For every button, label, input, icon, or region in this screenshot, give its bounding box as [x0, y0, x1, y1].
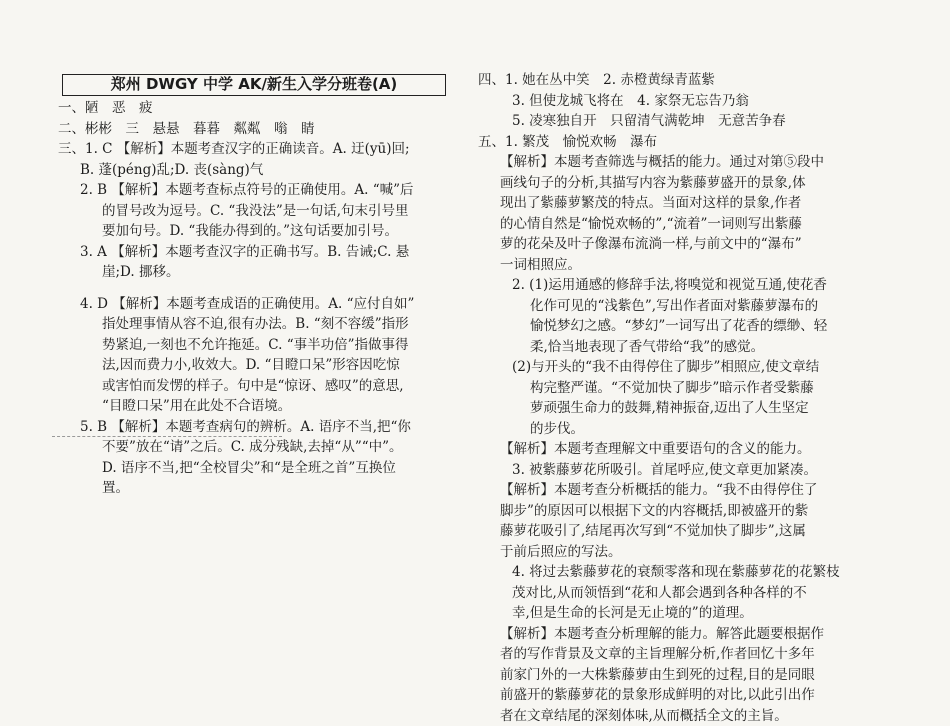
- answer-line: 茂对比,从而领悟到“花和人都会遇到各种各样的不: [478, 583, 898, 604]
- answer-line: 的冒号改为逗号。C. “我没法”是一句话,句末引号里: [58, 201, 454, 222]
- answer-line: 势紧迫,一刻也不允许拖延。C. “事半功倍”指做事得: [58, 335, 454, 356]
- answer-line: 4. D 【解析】本题考查成语的正确使用。A. “应付自如”: [58, 294, 454, 315]
- answer-line: 【解析】本题考查分析概括的能力。“我不由得停住了: [478, 480, 898, 501]
- answer-line: 脚步”的原因可以根据下文的内容概括,即被盛开的紫: [478, 501, 898, 522]
- answer-line: 指处理事情从容不迫,很有办法。B. “刻不容缓”指形: [58, 314, 454, 335]
- answer-line: 【解析】本题考查理解文中重要语句的含义的能力。: [478, 439, 898, 460]
- answer-line: 【解析】本题考查筛选与概括的能力。通过对第⑤段中: [478, 152, 898, 173]
- answer-line: 3. 但使龙城飞将在 4. 家祭无忘告乃翁: [478, 91, 898, 112]
- answer-line: 构完整严谨。“不觉加快了脚步”暗示作者受紫藤: [478, 378, 898, 399]
- answer-line: 2. B 【解析】本题考查标点符号的正确使用。A. “喊”后: [58, 180, 454, 201]
- answer-line: 三、1. C 【解析】本题考查汉字的正确读音。A. 迂(yū)回;: [58, 139, 454, 160]
- answer-line: 5. 凌寒独自开 只留清气满乾坤 无意苦争春: [478, 111, 898, 132]
- fold-dashed-line: [52, 436, 282, 437]
- answer-line: D. 语序不当,把“全校冒尖”和“是全班之首”互换位: [58, 458, 454, 479]
- answer-line: 【解析】本题考查分析理解的能力。解答此题要根据作: [478, 624, 898, 645]
- answer-line: 法,因而费力小,收效大。D. “目瞪口呆”形容因吃惊: [58, 355, 454, 376]
- answer-line: 一、陋 恶 疲: [58, 98, 454, 119]
- answer-line: 五、1. 繁茂 愉悦欢畅 瀑布: [478, 132, 898, 153]
- answer-line: (2)与开头的“我不由得停住了脚步”相照应,使文章结: [478, 357, 898, 378]
- answer-line: 不要”放在“请”之后。C. 成分残缺,去掉“从”“中”。: [58, 437, 454, 458]
- answer-line: 萝顽强生命力的鼓舞,精神振奋,迈出了人生坚定: [478, 398, 898, 419]
- exam-title: 郑州 DWGY 中学 AK/新生入学分班卷(A): [62, 74, 446, 96]
- answer-line: 化作可见的“浅紫色”,写出作者面对紫藤萝瀑布的: [478, 296, 898, 317]
- answer-line: 的心情自然是“愉悦欢畅的”,“流着”一词则写出紫藤: [478, 214, 898, 235]
- answer-line: 或害怕而发愣的样子。句中是“惊讶、感叹”的意思,: [58, 376, 454, 397]
- line-gap: [58, 283, 454, 294]
- answer-line: 画线句子的分析,其描写内容为紫藤萝盛开的景象,体: [478, 173, 898, 194]
- answer-line: 者在文章结尾的深刻体味,从而概括全文的主旨。: [478, 706, 898, 726]
- answer-line: 现出了紫藤萝繁茂的特点。当面对这样的景象,作者: [478, 193, 898, 214]
- answer-line: 的步伐。: [478, 419, 898, 440]
- answer-line: 柔,恰当地表现了香气带给“我”的感觉。: [478, 337, 898, 358]
- answer-line: 萝的花朵及叶子像瀑布流淌一样,与前文中的“瀑布”: [478, 234, 898, 255]
- answer-line: 2. (1)运用通感的修辞手法,将嗅觉和视觉互通,使花香: [478, 275, 898, 296]
- answer-line: 崖;D. 挪移。: [58, 262, 454, 283]
- answer-line: 二、彬彬 三 悬悬 暮暮 粼粼 嗡 睛: [58, 119, 454, 140]
- answer-line: B. 蓬(péng)乱;D. 丧(sàng)气: [58, 160, 454, 181]
- answer-line: 者的写作背景及文章的主旨理解分析,作者回忆十多年: [478, 644, 898, 665]
- answer-line: 一词相照应。: [478, 255, 898, 276]
- answer-line: 前家门外的一大株紫藤萝由生到死的过程,目的是同眼: [478, 665, 898, 686]
- answer-line: 藤萝花吸引了,结尾再次写到“不觉加快了脚步”,这属: [478, 521, 898, 542]
- answer-line: 3. A 【解析】本题考查汉字的正确书写。B. 告诫;C. 悬: [58, 242, 454, 263]
- left-column: [58, 98, 454, 499]
- answer-line: 于前后照应的写法。: [478, 542, 898, 563]
- answer-line: 4. 将过去紫藤萝花的衰颓零落和现在紫藤萝花的花繁枝: [478, 562, 898, 583]
- answer-line: 四、1. 她在丛中笑 2. 赤橙黄绿青蓝紫: [478, 70, 898, 91]
- right-column: [478, 70, 898, 726]
- answer-line: 愉悦梦幻之感。“梦幻”一词写出了花香的缥缈、轻: [478, 316, 898, 337]
- answer-line: “目瞪口呆”用在此处不合语境。: [58, 396, 454, 417]
- answer-line: 5. B 【解析】本题考查病句的辨析。A. 语序不当,把“你: [58, 417, 454, 438]
- answer-line: 前盛开的紫藤萝花的景象形成鲜明的对比,以此引出作: [478, 685, 898, 706]
- answer-line: 幸,但是生命的长河是无止境的”的道理。: [478, 603, 898, 624]
- answer-line: 要加句号。D. “我能办得到的。”这句话要加引号。: [58, 221, 454, 242]
- answer-line: 3. 被紫藤萝花所吸引。首尾呼应,使文章更加紧凑。: [478, 460, 898, 481]
- answer-line: 置。: [58, 478, 454, 499]
